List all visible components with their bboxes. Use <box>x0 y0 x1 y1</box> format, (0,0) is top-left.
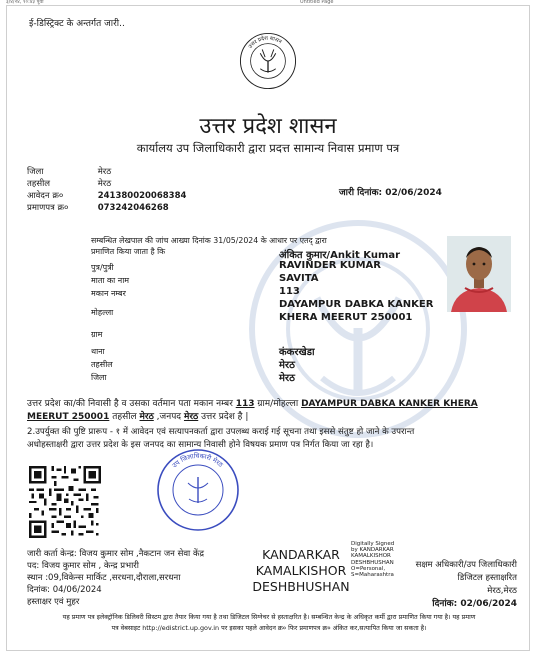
para1-house: 113 <box>235 399 255 409</box>
meta-certificate-no <box>27 202 169 213</box>
svg-text:उत्तर प्रदेश शासन <box>248 35 284 50</box>
detail-police-station: कंकरखेडा <box>279 347 315 358</box>
para1-text-4: ,जनपद <box>153 411 184 422</box>
para1-address-2: MEERUT 250001 <box>27 411 110 422</box>
para1-text-3: तहसील <box>109 411 140 422</box>
authority-issue-date: दिनांक: 02/06/2024 <box>432 599 517 609</box>
meta-certificate-value: 073242046268 <box>97 203 169 213</box>
meta-tehsil-label: तहसील <box>27 179 51 189</box>
government-title: उत्तर प्रदेश शासन <box>199 114 337 139</box>
certificate-subtitle: कार्यालय उप जिलाधिकारी द्वारा प्रदत्त सामान्य निवास प्रमाण पत्र <box>136 141 400 155</box>
issued-under-note: ई-डिस्ट्रिक्ट के अन्तर्गत जारी.. <box>29 19 125 29</box>
issuer-place: स्थान :09,विकेन्स मार्किट ,सरधना,दौराला,सरधना <box>27 573 181 583</box>
meta-tehsil-value: मेरठ <box>97 179 112 189</box>
confirmation-paragraph <box>27 426 511 451</box>
signer-name-line-2: KAMALKISHOR <box>255 563 347 578</box>
issuer-post: पद: विजय कुमार सोम , केन्द्र प्रभारी <box>27 561 139 571</box>
para1-district: मेरठ <box>183 411 199 422</box>
detail-tehsil: मेरठ <box>279 360 295 371</box>
verification-line-1: सम्बन्धित लेखपाल की जांच आख्या दिनांक 31/05/2024 के आधार पर एतद् द्वारा <box>91 236 327 245</box>
applicant-name: अंकित कुमार/Ankit Kumar <box>279 250 401 261</box>
issue-date: जारी दिनांक: 02/06/2024 <box>339 188 442 198</box>
issuer-sign-seal: हस्ताक्षर एवं मुहर <box>27 597 80 607</box>
detail-label-mother: माता का नाम <box>91 276 130 285</box>
verification-line-2: प्रमाणित किया जाता है कि <box>91 247 166 256</box>
print-datetime: ३/४/२४, १०:४३ पूर्वा <box>6 0 44 5</box>
para1-text-5: उत्तर प्रदेश है | <box>198 411 249 422</box>
seal-ring-text: उप जिलाधिकारी मेरठ <box>170 451 225 470</box>
authority-signed: डिजिटल हस्ताक्षरित <box>457 573 517 583</box>
authority-place: मेरठ,मेरठ <box>487 586 517 596</box>
digital-sig-line-2: by KANDARKAR <box>351 547 394 554</box>
para2-line-1: 2.उपर्युक्त की पुष्टि प्रारूप - १ में आवेदन एवं सत्यापनकर्ता द्वारा उपलब्ध कराई गई सूचना तथा इससे संतुष्ट हो जाने के उपरान्त <box>27 427 415 437</box>
qr-code-icon[interactable] <box>29 466 101 538</box>
detail-mother-name: SAVITA <box>279 273 319 284</box>
detail-district: मेरठ <box>279 373 295 384</box>
para2-line-2: अधोहस्ताक्षरी द्वारा उत्तर प्रदेश के इस जनपद का सामान्य निवासी होने विषयक प्रमाण पत्र निर्गत किया जा रहा है। <box>27 439 374 450</box>
detail-label-house: मकान नम्बर <box>91 289 126 298</box>
digital-sig-line-4: DESHBHUSHAN <box>351 559 394 566</box>
detail-label-tehsil: तहसील <box>91 360 113 369</box>
detail-label-police-station: थाना <box>91 347 105 356</box>
meta-application-no <box>27 190 186 201</box>
certificate-footer <box>27 612 511 633</box>
residence-paragraph <box>27 398 511 423</box>
detail-label-parent: पुत्र/पुत्री <box>91 263 114 272</box>
footer-line-1: यह प्रमाण पत्र इलेक्ट्रॉनिक डिलिवरी सिस्टम द्वारा तैयार किया गया है तथा डिजिटल सिग्नेचर से हस्ताक्षरित है। सम्बन्धित केन्द्र के अधिकृत कर्मी द्वारा प्रमाणित किया गया है। यह प्रमाण <box>62 613 476 621</box>
detail-house-number: 113 <box>279 286 300 297</box>
meta-district-label: जिला <box>27 167 44 177</box>
digital-sig-line-6: S=Maharashtra <box>351 572 394 579</box>
meta-district <box>27 166 111 177</box>
para1-text-1: उत्तर प्रदेश का/की निवासी है व उसका वर्तमान पता मकान नम्बर <box>27 399 236 409</box>
issuer-date: दिनांक: 04/06/2024 <box>27 585 102 595</box>
detail-parent-name: RAVINDER KUMAR <box>279 260 381 271</box>
emblem-ring-text: उत्तर प्रदेश शासन <box>247 35 283 50</box>
official-seal-icon <box>155 447 241 533</box>
meta-application-label: आवेदन क्र० <box>27 191 64 201</box>
digital-sig-line-1: Digitally Signed <box>351 541 395 547</box>
detail-label-locality: मोहल्ला <box>91 308 114 317</box>
detail-locality: DAYAMPUR DABKA KANKER KHERA MEERUT 250001 <box>279 299 434 323</box>
digital-sig-line-5: O=Personal, <box>351 565 386 572</box>
digital-sig-line-3: KAMALKISHOR <box>351 553 391 560</box>
authority-block <box>399 559 517 611</box>
authority-title: सक्षम अधिकारी/उप जिलाधिकारी <box>415 560 517 570</box>
print-page-title: Untitled Page <box>300 0 334 5</box>
meta-tehsil <box>27 178 111 189</box>
signer-name-line-1: KANDARKAR <box>262 547 340 562</box>
meta-certificate-label: प्रमाणपत्र क्र० <box>27 203 69 213</box>
para1-address-1: DAYAMPUR DABKA KANKER KHERA <box>301 399 478 409</box>
detail-label-district: जिला <box>91 373 107 382</box>
footer-line-2: पत्र वेबसाइट http://edistrict.up.gov.in पर इसका पहले आवेदन क्र० फिर प्रमाणपत्र क्र० अंकित कर,सत्यापित किया जा सकता है। <box>111 623 427 632</box>
detail-label-village: ग्राम <box>91 330 103 339</box>
certificate-document <box>6 5 530 651</box>
signer-name-line-3: DESHBHUSHAN <box>252 579 350 594</box>
issuing-center: जारी कर्ता केन्द्र: विजय कुमार सोम ,नैकटान जन सेवा केंद्र <box>27 549 204 559</box>
para1-text-2: ग्राम/मोहल्ला <box>254 399 302 409</box>
para1-tehsil: मेरठ <box>139 411 154 422</box>
meta-application-value: 241380020068384 <box>97 191 187 201</box>
issuing-center-info <box>27 548 204 608</box>
up-emblem-icon <box>239 32 297 90</box>
digital-signature-name <box>243 547 359 595</box>
meta-district-value: मेरठ <box>97 167 112 177</box>
